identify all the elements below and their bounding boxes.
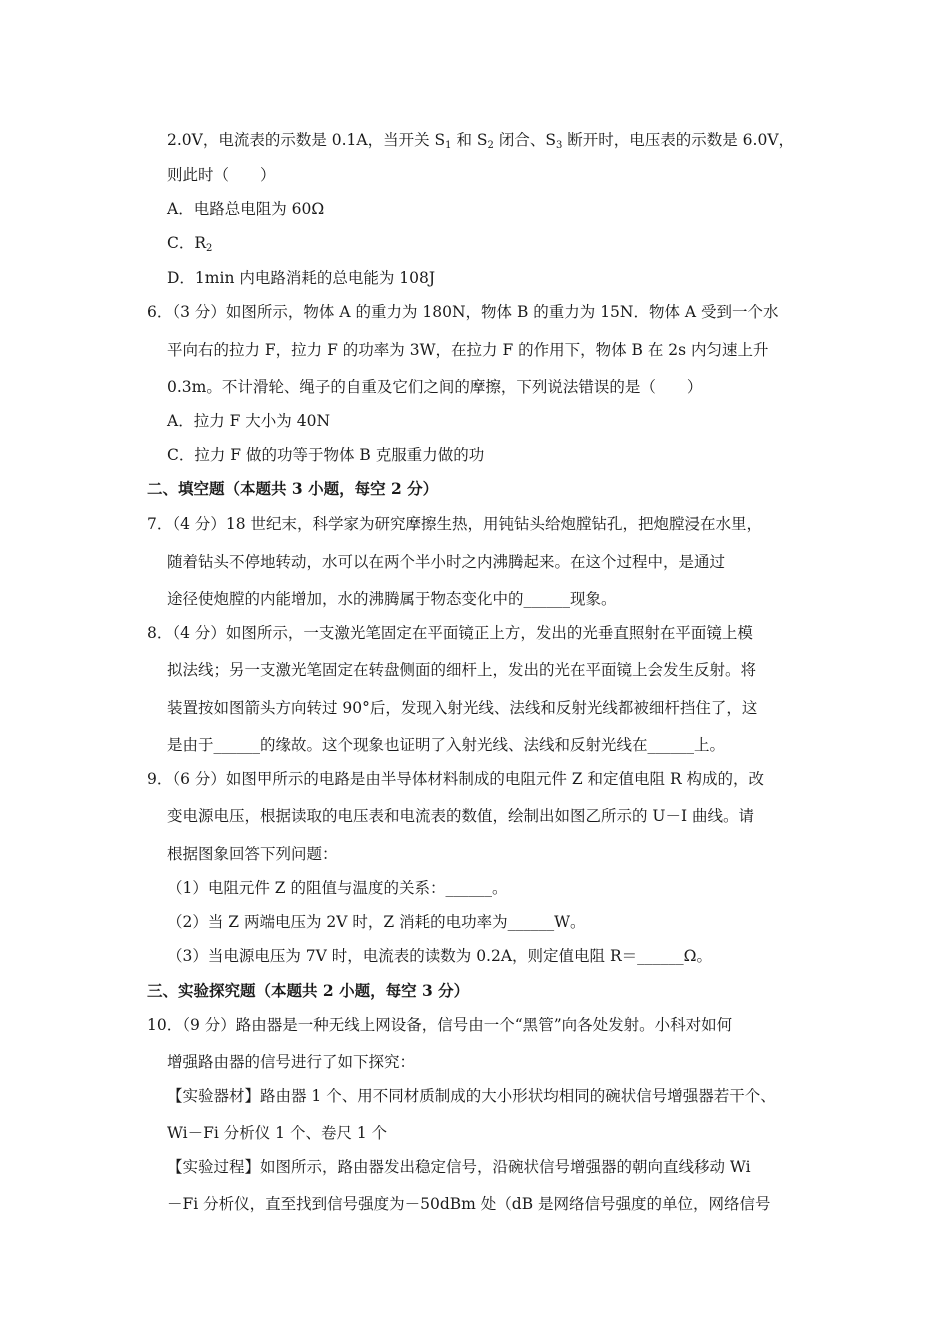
option-a: A．拉力 F 大小为 40N [167, 412, 331, 430]
text-line: 变电源电压，根据读取的电压表和电流表的数值，绘制出如图乙所示的 U－I 曲线。请 [167, 807, 755, 825]
option-d: D．1min 内电路消耗的总电能为 108J [167, 269, 436, 287]
text-line: 平向右的拉力 F，拉力 F 的功率为 3W，在拉力 F 的作用下，物体 B 在 2s 内匀速上升 [167, 341, 769, 359]
option-c: C．拉力 F 做的功等于物体 B 克服重力做的功 [167, 446, 485, 464]
text-line: 【实验器材】路由器 1 个、用不同材质制成的大小形状均相同的碗状信号增强器若干个、 [167, 1087, 776, 1105]
text-line: Wi－Fi 分析仪 1 个、卷尺 1 个 [167, 1124, 388, 1142]
text-line: 拟法线；另一支激光笔固定在转盘侧面的细杆上，发出的光在平面镜上会发生反射。将 [167, 661, 757, 679]
sub-question-3: （3）当电源电压为 7V 时，电流表的读数为 0.2A，则定值电阻 R＝______Ω。 [167, 947, 712, 965]
text-line: 增强路由器的信号进行了如下探究： [167, 1053, 416, 1071]
text-line: 随着钻头不停地转动，水可以在两个半小时之内沸腾起来。在这个过程中，是通过 [167, 553, 726, 571]
section-heading: 二、填空题（本题共 3 小题，每空 2 分） [147, 479, 439, 498]
option-c: C．$R_2$ [167, 234, 213, 254]
text-line: 途径使炮膛的内能增加，水的沸腾属于物态变化中的______现象。 [167, 590, 617, 608]
text-line: 是由于______的缘故。这个现象也证明了入射光线、法线和反射光线在______上。 [167, 736, 726, 754]
sub-question-2: （2）当 Z 两端电压为 2V 时，Z 消耗的电功率为______W。 [167, 913, 586, 931]
option-a: A．电路总电阻为 60Ω [167, 200, 325, 218]
text-line: －Fi 分析仪，直至找到信号强度为－50dBm 处（dB 是网络信号强度的单位，网络信号 [167, 1195, 771, 1213]
text-line: 则此时（ ） [167, 166, 276, 184]
question-9: 9．（6 分）如图甲所示的电路是由半导体材料制成的电阻元件 Z 和定值电阻 R 构成的，改 [147, 770, 765, 788]
question-10: 10．（9 分）路由器是一种无线上网设备，信号由一个“黑管”向各处发射。小科对如何 [147, 1016, 733, 1034]
section-heading: 三、实验探究题（本题共 2 小题，每空 3 分） [147, 981, 470, 1000]
text-line: 【实验过程】如图所示，路由器发出稳定信号，沿碗状信号增强器的朝向直线移动 Wi [167, 1158, 751, 1176]
question-8: 8．（4 分）如图所示，一支激光笔固定在平面镜正上方，发出的光垂直照射在平面镜上模 [147, 624, 753, 642]
text-line: 根据图象回答下列问题： [167, 845, 338, 863]
text-line: 0.3m。不计滑轮、绳子的自重及它们之间的摩擦，下列说法错误的是（ ） [167, 378, 703, 396]
question-6: 6．（3 分）如图所示，物体 A 的重力为 180N，物体 B 的重力为 15N．物体 A 受到一个水 [147, 303, 779, 321]
text-line: 2.0V，电流表的示数是 0.1A，当开关 $S_1$ 和 $S_2$ 闭合、$S_3$ 断开时，电压表的示数是 6.0V， [167, 131, 795, 151]
question-7: 7．（4 分）18 世纪末，科学家为研究摩擦生热，用钝钻头给炮膛钻孔，把炮膛浸在水里， [147, 515, 763, 533]
sub-question-1: （1）电阻元件 Z 的阻值与温度的关系：______。 [167, 879, 508, 897]
text-line: 装置按如图箭头方向转过 90°后，发现入射光线、法线和反射光线都被细杆挡住了，这 [167, 699, 758, 717]
